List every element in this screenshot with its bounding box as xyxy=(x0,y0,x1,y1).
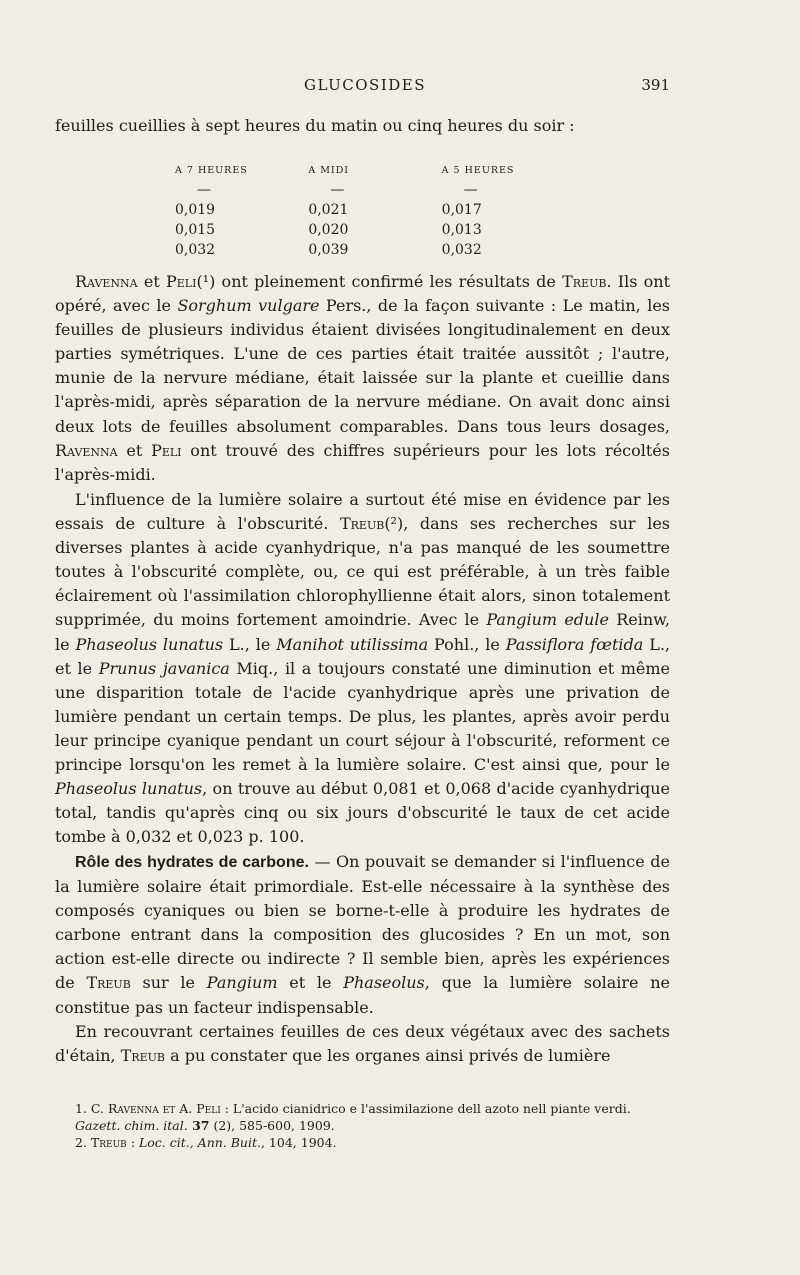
table-cell: 0,015 xyxy=(175,222,216,238)
table-cell: 0,013 xyxy=(441,222,482,238)
text: sur le xyxy=(130,973,207,993)
paragraph-ravenna-peli xyxy=(55,270,670,487)
text: , on trouve au début 0,081 et 0,068 d'acide cyanhydrique total, tandis qu'après cinq ou six jours d'obscurité le taux de cet acide tombe à 0,032 et 0,023 p. 100. xyxy=(55,779,670,847)
section-heading: Rôle des hydrates de carbone. xyxy=(75,854,309,871)
paragraph-etain xyxy=(55,1020,670,1068)
text: L., et le xyxy=(55,634,671,678)
species-name: Phaseolus lunatus xyxy=(75,634,224,654)
species-name: Phaseolus xyxy=(343,973,425,993)
table-row xyxy=(175,240,575,260)
author-name: Peli xyxy=(151,440,182,460)
text: et xyxy=(137,272,166,291)
text: , 104, 1904. xyxy=(260,1135,337,1150)
footnotes xyxy=(75,1100,670,1151)
dash: — xyxy=(330,182,345,198)
column-header: A MIDI xyxy=(308,164,350,176)
species-name: Pangium xyxy=(206,973,278,993)
table-cell: 0,017 xyxy=(441,202,482,218)
species-name: Passiflora fœtida xyxy=(505,634,644,654)
text: et xyxy=(117,440,152,460)
table-dash-row xyxy=(175,180,575,200)
table-row xyxy=(175,220,575,240)
author-name: Treub xyxy=(120,1046,166,1066)
footnote-1 xyxy=(75,1100,670,1134)
table-cell: 0,020 xyxy=(308,222,349,238)
text: a pu constater que les organes ainsi privés de lumière xyxy=(165,1046,611,1066)
intro-line: feuilles cueillies à sept heures du matin ou cinq heures du soir : xyxy=(55,116,575,135)
text: Reinw, le xyxy=(55,610,671,654)
species-name: Manihot utilissima xyxy=(276,634,429,654)
text: et le xyxy=(277,973,344,993)
footnote-number: 2. xyxy=(75,1135,87,1150)
text: L'acido cianidrico e l'assimilazione dell azoto nell piante verdi. xyxy=(232,1101,631,1116)
species-name: Pangium edule xyxy=(486,610,609,630)
table-cell: 0,019 xyxy=(175,202,216,218)
author-name: Treub xyxy=(339,514,385,534)
dash: — xyxy=(197,182,211,198)
text: Pers., de la façon suivante : Le matin, les feuilles de plusieurs individus étaient divisées longitudinalement en deux parties symétriques. L'une de ces parties était traitée aussitôt ; l'autre, munie de la nervure médiane, était laissée sur la plante et cueillie dans l'après-midi, après séparation de la nervure médiane. On avait donc ainsi deux lots de feuilles absolument comparables. Dans tous leurs dosages, xyxy=(55,296,670,436)
text: (²), dans ses recherches sur les diverses plantes à acide cyanhydrique, n'a pas manqué de les soumettre toutes à l'obscurité complète, ou, ce qui est préférable, à un très faible éclairement où l'assimilation chlorophyllienne était alors, sinon totalement supprimée, du moins fortement amoindrie. Avec le xyxy=(55,514,670,630)
text: Treub : xyxy=(86,1135,139,1150)
author-name: Ravenna xyxy=(55,440,118,460)
author-name: Treub xyxy=(86,973,131,993)
text: L'influence de la lumière solaire a surtout été mise en évidence par les essais de culture à l'obscurité. xyxy=(55,490,670,534)
paragraph-hydrates xyxy=(55,850,670,1020)
text: 37 xyxy=(187,1118,210,1133)
footnote-2 xyxy=(75,1134,670,1151)
header-title: GLUCOSIDES xyxy=(304,76,426,94)
text: . Ils ont opéré, avec le xyxy=(55,272,671,316)
text: En recouvrant certaines feuilles de ces deux végétaux avec des sachets d'étain, xyxy=(55,1022,670,1066)
author-name: Peli xyxy=(165,272,197,291)
text: C. Ravenna et A. Peli : xyxy=(86,1101,233,1116)
text: Pohl., le xyxy=(428,634,506,654)
text: Loc. cit., Ann. Buit. xyxy=(138,1135,261,1150)
text: Miq., il a toujours constaté une diminution et même une disparition totale de l'acide cyanhydrique après une privation de lumière pendant un certain temps. De plus, les plantes, après avoir perdu leur principe cyanique pendant un court séjour à l'obscurité, reforment ce principe lorsqu'on les remet à la lumière solaire. C'est ainsi que, pour le xyxy=(55,658,671,775)
column-header: A 7 HEURES xyxy=(175,164,248,176)
text: — On pouvait se demander si l'influence de la lumière solaire était primordiale. Est-elle nécessaire à la synthèse des composés cyaniques ou bien se borne-t-elle à produire les hydrates de carbone entrant dans la composition des glucosides ? En un mot, son action est-elle directe ou indirecte ? Il semble bien, après les expériences de xyxy=(55,852,670,993)
author-name: Ravenna xyxy=(75,272,138,291)
page-number: 391 xyxy=(641,76,670,94)
author-name: Treub xyxy=(562,272,607,291)
table-cell: 0,039 xyxy=(308,242,349,258)
table-row xyxy=(175,200,575,220)
table-cell: 0,021 xyxy=(308,202,349,218)
dash: — xyxy=(463,182,478,198)
data-table xyxy=(175,160,575,260)
column-header: A 5 HEURES xyxy=(441,164,515,176)
running-header xyxy=(60,76,670,100)
table-cell: 0,032 xyxy=(175,242,216,258)
text: (¹) ont pleinement confirmé les résultats de xyxy=(196,272,563,291)
footnote-number: 1. xyxy=(75,1101,87,1116)
text: L., le xyxy=(223,634,277,654)
species-name: Sorghum vulgare xyxy=(177,296,320,316)
text: , que la lumière solaire ne constitue pas un facteur indispensable. xyxy=(55,973,671,1017)
species-name: Phaseolus lunatus xyxy=(55,779,203,799)
text: ont trouvé des chiffres supérieurs pour les lots récoltés l'après-midi. xyxy=(55,440,670,484)
table-header-row xyxy=(175,160,575,180)
species-name: Prunus javanica xyxy=(98,658,230,678)
table-cell: 0,032 xyxy=(441,242,482,258)
paragraph-light-influence xyxy=(55,488,670,849)
text: (2), 585-600, 1909. xyxy=(209,1118,335,1133)
text: Gazett. chim. ital. xyxy=(75,1118,188,1133)
